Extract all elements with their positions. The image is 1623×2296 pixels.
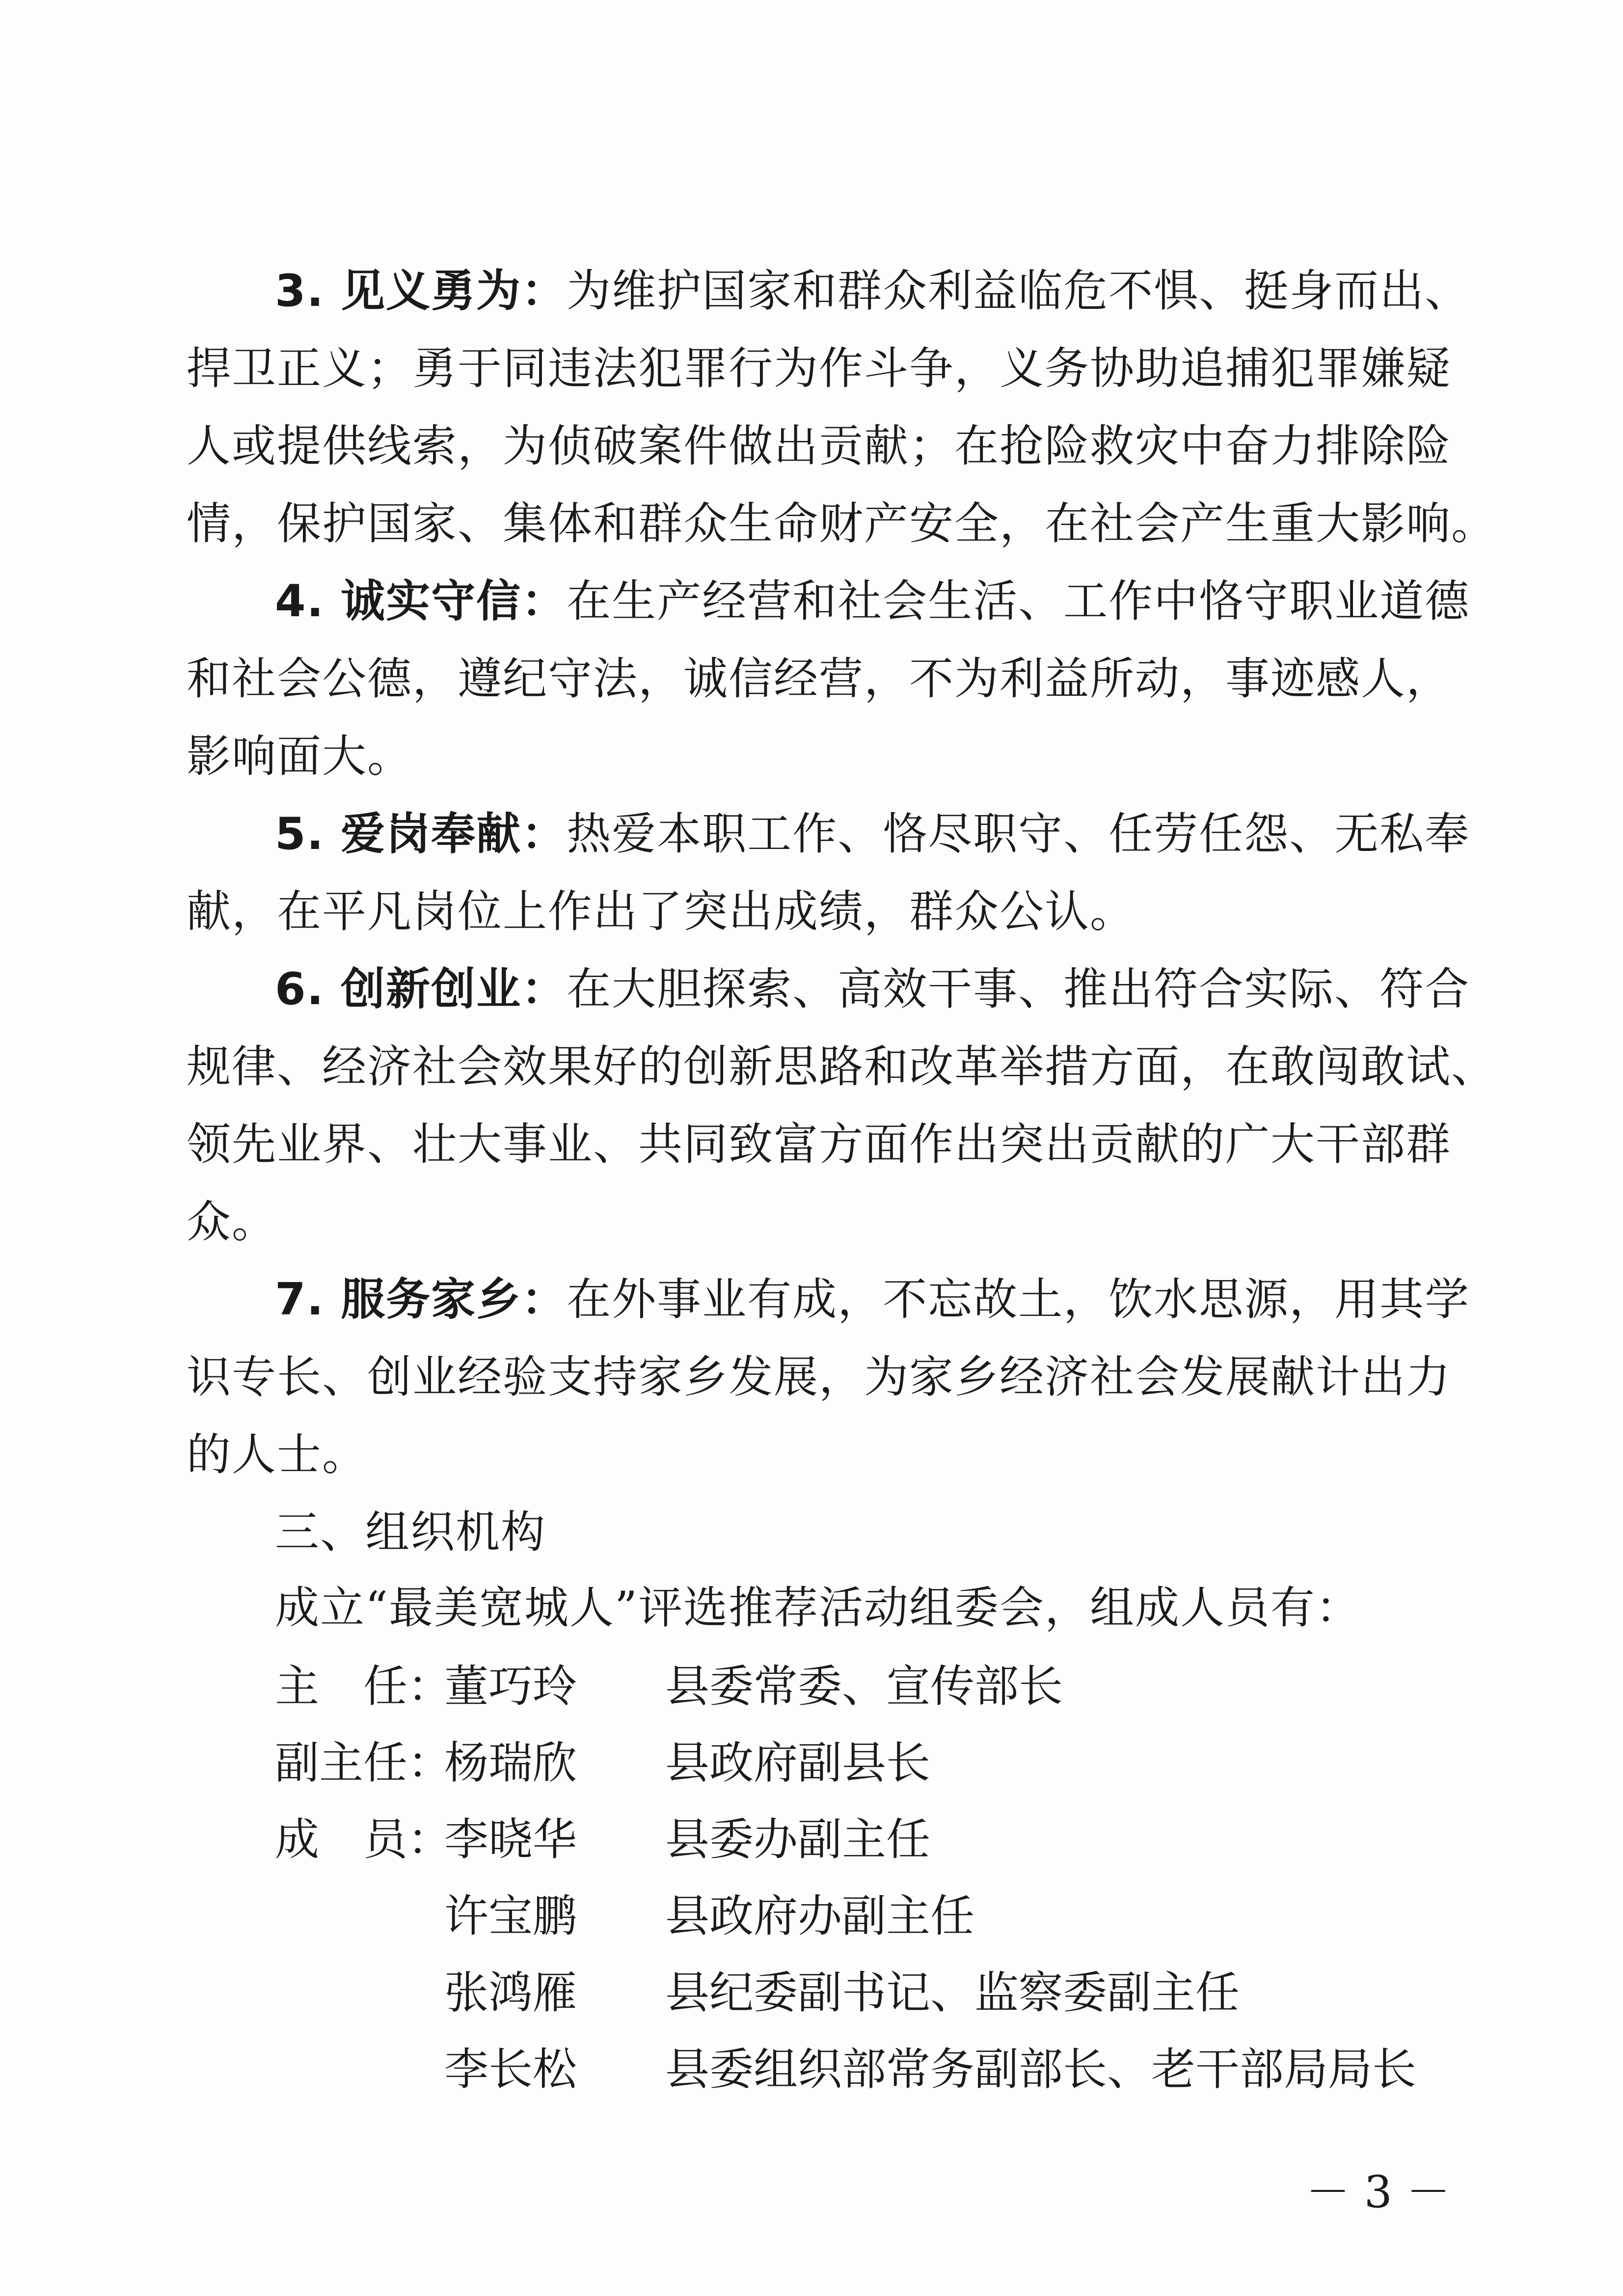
item-5-line-2: 献，在平凡岗位上作出了突出成绩，群众公认。 xyxy=(187,886,1135,937)
item-3-line-2: 捍卫正义；勇于同违法犯罪行为作斗争，义务协助追捕犯罪嫌疑 xyxy=(187,343,1451,394)
member-name: 许宝鹏 xyxy=(444,1890,577,1942)
item-4-line-2: 和社会公德，遵纪守法，诚信经营，不为利益所动，事迹感人， xyxy=(187,653,1451,705)
item-6-line-3: 领先业界、壮大事业、共同致富方面作出突出贡献的广大干部群 xyxy=(187,1119,1451,1170)
member-duty: 县政府副县长 xyxy=(665,1737,930,1789)
item-7-line-1: 7. 服务家乡：在外事业有成，不忘故土，饮水思源，用其学 xyxy=(275,1274,1470,1325)
item-7-line-3: 的人士。 xyxy=(187,1429,367,1480)
item-3-line-3: 人或提供线索，为侦破案件做出贡献；在抢险救灾中奋力排除险 xyxy=(187,420,1451,472)
member-role: 主 任： xyxy=(275,1661,452,1712)
member-name: 李晓华 xyxy=(444,1814,577,1865)
item-3-lead: 3. 见义勇为： xyxy=(275,265,567,317)
item-5-lead: 5. 爱岗奉献： xyxy=(275,808,567,860)
item-4-lead: 4. 诚实守信： xyxy=(275,575,567,627)
member-name: 张鸿雁 xyxy=(444,1967,577,2019)
item-5-line-1: 5. 爱岗奉献：热爱本职工作、恪尽职守、任劳任怨、无私奉 xyxy=(275,808,1470,860)
committee-intro: 成立“最美宽城人”评选推荐活动组委会，组成人员有： xyxy=(275,1582,1361,1634)
member-duty: 县委组织部常务副部长、老干部局局长 xyxy=(665,2044,1416,2095)
item-7-lead: 7. 服务家乡： xyxy=(275,1274,567,1325)
item-4-line-3: 影响面大。 xyxy=(187,731,412,782)
member-duty: 县政府办副主任 xyxy=(665,1890,974,1942)
section-heading: 三、组织机构 xyxy=(275,1506,546,1558)
member-duty: 县委办副主任 xyxy=(665,1814,930,1865)
item-4-line-1: 4. 诚实守信：在生产经营和社会生活、工作中恪守职业道德 xyxy=(275,575,1470,627)
member-duty: 县委常委、宣传部长 xyxy=(665,1661,1063,1712)
item-6-line-2: 规律、经济社会效果好的创新思路和改革举措方面，在敢闯敢试、 xyxy=(187,1041,1496,1093)
item-6-line-4: 众。 xyxy=(187,1196,277,1248)
item-6-line-1: 6. 创新创业：在大胆探索、高效干事、推出符合实际、符合 xyxy=(275,963,1470,1015)
item-7-line-2: 识专长、创业经验支持家乡发展，为家乡经济社会发展献计出力 xyxy=(187,1351,1451,1403)
page-number: － 3 － xyxy=(1306,2166,1451,2218)
item-3-line-1: 3. 见义勇为：为维护国家和群众利益临危不惧、挺身而出、 xyxy=(275,265,1470,317)
member-role: 成 员： xyxy=(275,1814,452,1865)
member-duty: 县纪委副书记、监察委副主任 xyxy=(665,1967,1240,2019)
member-role: 副主任： xyxy=(275,1737,452,1789)
member-name: 董巧玲 xyxy=(444,1661,577,1712)
member-name: 杨瑞欣 xyxy=(444,1737,577,1789)
item-3-line-4: 情，保护国家、集体和群众生命财产安全，在社会产生重大影响。 xyxy=(187,498,1496,549)
item-6-lead: 6. 创新创业： xyxy=(275,963,567,1015)
member-name: 李长松 xyxy=(444,2044,577,2095)
